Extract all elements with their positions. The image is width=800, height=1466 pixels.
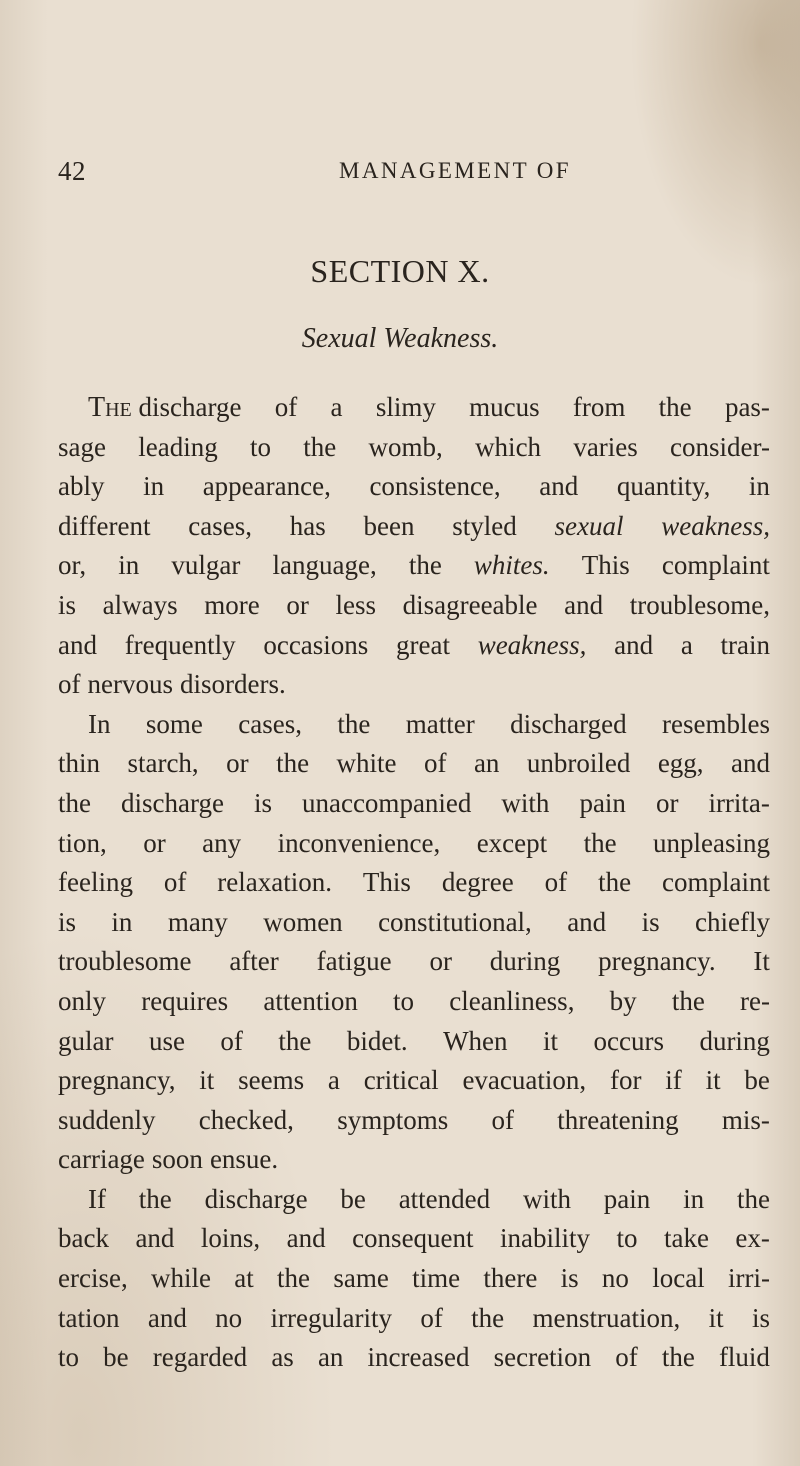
word: appearance, bbox=[202, 471, 331, 502]
word: thin bbox=[58, 748, 101, 779]
word: for bbox=[609, 1065, 642, 1096]
text-line bbox=[58, 626, 770, 666]
word: of bbox=[220, 1025, 243, 1056]
word: a bbox=[330, 392, 343, 422]
word: threatening bbox=[557, 1104, 679, 1135]
word: irrita- bbox=[708, 787, 770, 818]
text-line bbox=[58, 467, 770, 507]
paragraph bbox=[58, 705, 770, 1180]
word: different bbox=[58, 510, 151, 541]
text-line bbox=[58, 1140, 770, 1180]
paragraph bbox=[58, 388, 770, 705]
text-line bbox=[58, 1299, 770, 1339]
word: This bbox=[362, 867, 411, 898]
word: whites. bbox=[473, 550, 550, 581]
word: mis- bbox=[721, 1104, 770, 1135]
text-line bbox=[58, 586, 770, 626]
word: in bbox=[683, 1183, 705, 1214]
word: from bbox=[572, 392, 626, 422]
word: many bbox=[167, 906, 228, 937]
text-line bbox=[58, 1219, 770, 1259]
word: the bbox=[337, 708, 371, 739]
word: attended bbox=[398, 1183, 491, 1214]
word: in bbox=[143, 471, 165, 502]
word: no bbox=[215, 1302, 243, 1333]
word: pregnancy, bbox=[58, 1065, 176, 1096]
word: after bbox=[229, 946, 279, 977]
word: vulgar bbox=[171, 550, 241, 581]
word: which bbox=[475, 431, 542, 462]
word: an bbox=[317, 1342, 344, 1373]
word: the bbox=[138, 1183, 172, 1214]
word: it bbox=[199, 1065, 215, 1096]
word: same bbox=[333, 1263, 389, 1294]
word: of bbox=[424, 748, 447, 779]
word: tion, bbox=[58, 827, 107, 858]
text-line bbox=[58, 744, 770, 784]
word: great bbox=[396, 629, 450, 660]
word: the bbox=[598, 867, 632, 898]
word: back bbox=[58, 1223, 109, 1254]
word: with bbox=[501, 787, 550, 818]
word: degree bbox=[441, 867, 514, 898]
word: fatigue bbox=[316, 946, 392, 977]
word: been bbox=[363, 510, 415, 541]
word: always bbox=[102, 589, 178, 620]
word: seems bbox=[238, 1065, 305, 1096]
word: train bbox=[720, 629, 770, 660]
word: of bbox=[163, 867, 187, 898]
word: in bbox=[111, 906, 133, 937]
word: of bbox=[491, 1104, 514, 1135]
word: of bbox=[58, 669, 81, 700]
word: checked, bbox=[198, 1104, 294, 1135]
paragraph bbox=[58, 1180, 770, 1378]
word: the bbox=[671, 985, 705, 1016]
word: as bbox=[271, 1342, 294, 1373]
word: irri- bbox=[727, 1263, 770, 1294]
text-line bbox=[58, 428, 770, 468]
word: is bbox=[641, 906, 660, 937]
word: is bbox=[58, 589, 77, 620]
word: ercise, bbox=[58, 1263, 128, 1294]
word: pregnancy. bbox=[598, 946, 716, 977]
word: only bbox=[58, 985, 107, 1016]
word: complaint bbox=[661, 550, 770, 581]
word: is bbox=[560, 1263, 579, 1294]
word: cases, bbox=[238, 708, 302, 739]
word: symptoms bbox=[337, 1104, 449, 1135]
word: some bbox=[145, 708, 203, 739]
word: attention bbox=[263, 985, 358, 1016]
text-line bbox=[58, 1338, 770, 1378]
word: except bbox=[476, 827, 548, 858]
word: gular bbox=[58, 1025, 114, 1056]
word: requires bbox=[141, 985, 229, 1016]
word: time bbox=[412, 1263, 461, 1294]
word: local bbox=[652, 1263, 705, 1294]
word: be bbox=[340, 1183, 366, 1214]
word: and bbox=[567, 906, 607, 937]
word: to bbox=[250, 431, 272, 462]
word: weakness, bbox=[661, 510, 770, 541]
word: weakness, bbox=[477, 629, 587, 660]
text-line bbox=[58, 1180, 770, 1220]
word: in bbox=[118, 550, 140, 581]
word: secretion bbox=[493, 1342, 592, 1373]
word: frequently bbox=[124, 629, 236, 660]
word: womb, bbox=[368, 431, 443, 462]
word: during bbox=[699, 1025, 770, 1056]
word: the bbox=[736, 1183, 770, 1214]
text-line bbox=[58, 942, 770, 982]
word: relaxation. bbox=[217, 867, 332, 898]
word: loins, bbox=[200, 1223, 261, 1254]
word: language, bbox=[272, 550, 377, 581]
word: pain bbox=[579, 787, 626, 818]
word: or, bbox=[58, 550, 87, 581]
word: troublesome bbox=[58, 946, 192, 977]
word: matter bbox=[405, 708, 475, 739]
word: has bbox=[289, 510, 326, 541]
body-text bbox=[58, 388, 770, 1378]
word: discharge bbox=[121, 787, 224, 818]
word: women bbox=[263, 906, 343, 937]
word: to bbox=[393, 985, 415, 1016]
word: white bbox=[336, 748, 397, 779]
word: the bbox=[278, 1025, 312, 1056]
word: evacuation, bbox=[462, 1065, 587, 1096]
section-subtitle: Sexual Weakness. bbox=[301, 323, 499, 354]
word: slimy bbox=[375, 392, 436, 422]
word: or bbox=[429, 946, 452, 977]
text-line bbox=[58, 1061, 770, 1101]
word: it bbox=[708, 1302, 724, 1333]
word: In bbox=[88, 708, 111, 739]
word: consequent bbox=[352, 1223, 474, 1254]
word: disagreeable bbox=[402, 589, 538, 620]
word: irregularity bbox=[270, 1302, 392, 1333]
word: unbroiled bbox=[526, 748, 631, 779]
running-title: MANAGEMENT OF bbox=[338, 158, 572, 183]
word: ably bbox=[58, 471, 105, 502]
word: unaccompanied bbox=[301, 787, 472, 818]
word: consider- bbox=[670, 431, 770, 462]
word: is bbox=[58, 906, 77, 937]
text-line bbox=[58, 705, 770, 745]
text-line bbox=[58, 665, 770, 705]
word: is bbox=[253, 787, 272, 818]
word: the bbox=[661, 1342, 695, 1373]
word: it bbox=[705, 1065, 721, 1096]
word: pas- bbox=[724, 392, 770, 422]
word: is bbox=[751, 1302, 770, 1333]
word: to bbox=[58, 1342, 80, 1373]
word: soon bbox=[151, 1144, 203, 1175]
word: fluid bbox=[718, 1342, 770, 1373]
word: The discharge bbox=[88, 392, 242, 423]
text-line bbox=[58, 1101, 770, 1141]
word: feeling bbox=[58, 867, 133, 898]
word: menstruation, bbox=[532, 1302, 681, 1333]
word: complaint bbox=[661, 867, 770, 898]
word: there bbox=[483, 1263, 538, 1294]
word: inconvenience, bbox=[277, 827, 441, 858]
word: disorders. bbox=[179, 669, 286, 700]
word: less bbox=[335, 589, 376, 620]
word: the bbox=[276, 748, 310, 779]
word: to bbox=[616, 1223, 638, 1254]
word: This bbox=[581, 550, 630, 581]
word: use bbox=[148, 1025, 185, 1056]
word: and bbox=[58, 629, 97, 660]
word: an bbox=[473, 748, 500, 779]
section-heading: SECTION X. bbox=[310, 253, 490, 289]
word: by bbox=[609, 985, 637, 1016]
word: styled bbox=[452, 510, 517, 541]
word: It bbox=[753, 946, 770, 977]
running-head bbox=[58, 156, 770, 196]
word: tation bbox=[58, 1302, 120, 1333]
word: while bbox=[150, 1263, 211, 1294]
word: no bbox=[601, 1263, 629, 1294]
word: of bbox=[544, 867, 568, 898]
text-line bbox=[58, 903, 770, 943]
word: the bbox=[58, 787, 91, 818]
word: or bbox=[286, 589, 309, 620]
word: during bbox=[489, 946, 561, 977]
word: of bbox=[615, 1342, 638, 1373]
word: and bbox=[147, 1302, 187, 1333]
word: suddenly bbox=[58, 1104, 156, 1135]
word: sage bbox=[58, 431, 106, 462]
word: re- bbox=[740, 985, 770, 1016]
word: nervous bbox=[87, 669, 173, 700]
word: be bbox=[744, 1065, 770, 1096]
word: occasions bbox=[263, 629, 369, 660]
word: or bbox=[143, 827, 166, 858]
word: be bbox=[103, 1342, 129, 1373]
word: regarded bbox=[152, 1342, 248, 1373]
word: unpleasing bbox=[653, 827, 770, 858]
word: the bbox=[658, 392, 692, 422]
text-line bbox=[58, 863, 770, 903]
word: of bbox=[420, 1302, 443, 1333]
word: egg, bbox=[657, 748, 704, 779]
word: the bbox=[277, 1263, 311, 1294]
word: ensue. bbox=[209, 1144, 279, 1175]
text-line bbox=[58, 546, 770, 586]
word: bidet. bbox=[346, 1025, 408, 1056]
word: resembles bbox=[662, 708, 770, 739]
word: with bbox=[522, 1183, 571, 1214]
word: a bbox=[327, 1065, 340, 1096]
word: at bbox=[234, 1263, 254, 1294]
word: starch, bbox=[127, 748, 199, 779]
word: take bbox=[663, 1223, 709, 1254]
word: the bbox=[471, 1302, 505, 1333]
word: if bbox=[665, 1065, 682, 1096]
word: or bbox=[226, 748, 249, 779]
text-line bbox=[58, 1022, 770, 1062]
word: any bbox=[202, 827, 242, 858]
word: pain bbox=[603, 1183, 651, 1214]
word: sexual bbox=[554, 510, 624, 541]
word: in bbox=[748, 471, 770, 502]
word: leading bbox=[138, 431, 218, 462]
word: ex- bbox=[735, 1223, 770, 1254]
opening-word: The bbox=[88, 392, 132, 423]
word: quantity, bbox=[616, 471, 711, 502]
word: critical bbox=[363, 1065, 439, 1096]
word: varies bbox=[573, 431, 638, 462]
word: a bbox=[680, 629, 693, 660]
word: cases, bbox=[188, 510, 252, 541]
word: it bbox=[543, 1025, 559, 1056]
word: more bbox=[204, 589, 260, 620]
word: When bbox=[443, 1025, 508, 1056]
word: and bbox=[614, 629, 654, 660]
word: troublesome, bbox=[629, 589, 770, 620]
word: the bbox=[583, 827, 617, 858]
word: chiefly bbox=[694, 906, 770, 937]
word: and bbox=[286, 1223, 326, 1254]
word: carriage bbox=[58, 1144, 145, 1175]
text-line bbox=[58, 388, 770, 428]
text-line bbox=[58, 1259, 770, 1299]
word: and bbox=[539, 471, 579, 502]
word: increased bbox=[367, 1342, 470, 1373]
text-line bbox=[58, 784, 770, 824]
word: If bbox=[88, 1183, 106, 1214]
word: mucus bbox=[469, 392, 540, 422]
word: and bbox=[731, 748, 770, 779]
word: inability bbox=[500, 1223, 591, 1254]
word: of bbox=[274, 392, 298, 422]
text-line bbox=[58, 824, 770, 864]
word: discharged bbox=[510, 708, 627, 739]
text-line bbox=[58, 982, 770, 1022]
word: and bbox=[135, 1223, 175, 1254]
text-line bbox=[58, 507, 770, 547]
word: consistence, bbox=[369, 471, 501, 502]
word: or bbox=[655, 787, 679, 818]
word: the bbox=[408, 550, 442, 581]
word: cleanliness, bbox=[449, 985, 575, 1016]
word: occurs bbox=[593, 1025, 664, 1056]
page-number: 42 bbox=[58, 156, 86, 186]
word: the bbox=[303, 431, 337, 462]
word: and bbox=[564, 589, 604, 620]
word: constitutional, bbox=[378, 906, 532, 937]
word: discharge bbox=[204, 1183, 308, 1214]
